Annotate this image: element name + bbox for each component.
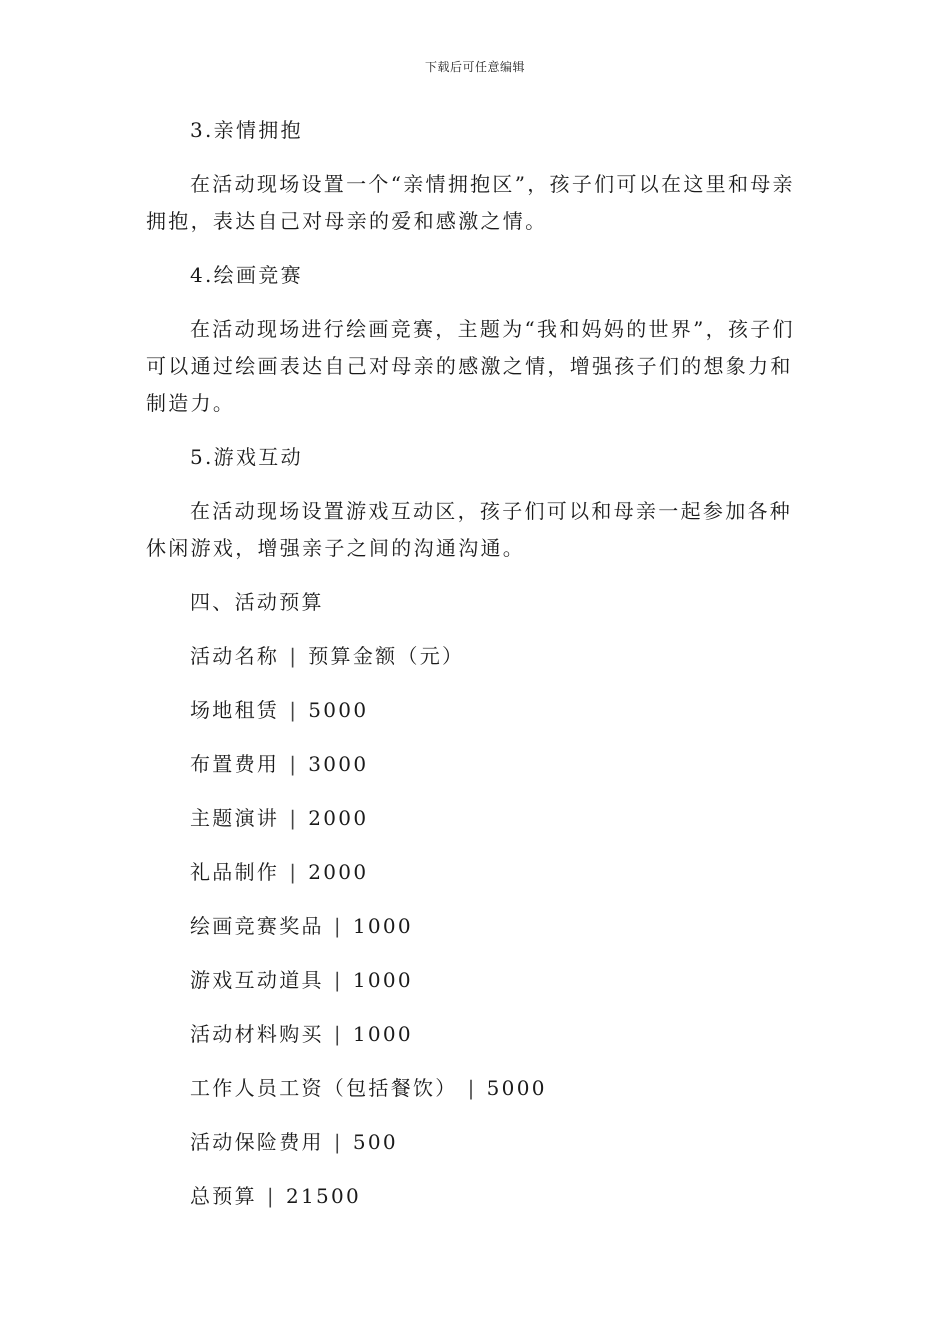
budget-amount: 5000: [486, 1076, 547, 1100]
section-body-hug: 在活动现场设置一个“亲情拥抱区”，孩子们可以在这里和母亲拥抱，表达自己对母亲的爱和感激之情。: [146, 172, 795, 233]
budget-row: [146, 692, 796, 729]
budget-amount: 1000: [352, 1022, 413, 1046]
budget-separator: |: [289, 806, 299, 830]
budget-amount: 2000: [308, 806, 369, 830]
budget-row: [146, 1124, 796, 1161]
budget-amount: 预算金额（元）: [308, 644, 465, 668]
section-body-drawing: 在活动现场进行绘画竞赛，主题为“我和妈妈的世界”，孩子们可以通过绘画表达自己对母亲的感激之情，增强孩子们的想象力和制造力。: [146, 317, 795, 415]
budget-amount: 3000: [308, 752, 369, 776]
budget-item: 活动保险费用: [190, 1130, 324, 1154]
budget-separator: |: [266, 1184, 276, 1208]
budget-separator: |: [333, 1130, 343, 1154]
budget-separator: |: [333, 1022, 343, 1046]
budget-row: [146, 854, 796, 891]
budget-row: [146, 746, 796, 783]
budget-item: 布置费用: [190, 752, 280, 776]
section-heading-hug: 3.亲情拥抱: [190, 118, 303, 142]
budget-amount: 21500: [285, 1184, 362, 1208]
budget-amount: 2000: [308, 860, 369, 884]
budget-item: 活动名称: [190, 644, 280, 668]
budget-item: 主题演讲: [190, 806, 280, 830]
budget-item: 总预算: [190, 1184, 257, 1208]
budget-item: 绘画竞赛奖品: [190, 914, 324, 938]
budget-separator: |: [289, 860, 299, 884]
budget-total-row: [146, 1178, 796, 1215]
page-header: 下载后可任意编辑: [424, 60, 525, 74]
budget-item: 活动材料购买: [190, 1022, 324, 1046]
budget-row: [146, 800, 796, 837]
budget-amount: 1000: [352, 914, 413, 938]
budget-separator: |: [333, 914, 343, 938]
budget-separator: |: [289, 644, 299, 668]
budget-item: 工作人员工资（包括餐饮）: [190, 1076, 458, 1100]
budget-separator: |: [333, 968, 343, 992]
budget-amount: 1000: [352, 968, 413, 992]
budget-row: [146, 1070, 796, 1107]
budget-row: [146, 962, 796, 999]
budget-amount: 5000: [308, 698, 369, 722]
budget-separator: |: [289, 752, 299, 776]
budget-amount: 500: [352, 1130, 398, 1154]
section-heading-drawing: 4.绘画竞赛: [190, 263, 303, 287]
section-heading-games: 5.游戏互动: [190, 445, 303, 469]
budget-list: [146, 638, 796, 1215]
document-body: [146, 112, 796, 1215]
budget-row: [146, 908, 796, 945]
budget-item: 场地租赁: [190, 698, 280, 722]
section-body-games: 在活动现场设置游戏互动区，孩子们可以和母亲一起参加各种休闲游戏，增强亲子之间的沟通沟通。: [146, 499, 793, 560]
budget-separator: |: [467, 1076, 477, 1100]
budget-separator: |: [289, 698, 299, 722]
budget-heading: 四、活动预算: [190, 590, 324, 614]
budget-row: [146, 638, 796, 675]
budget-item: 游戏互动道具: [190, 968, 324, 992]
budget-item: 礼品制作: [190, 860, 280, 884]
budget-row: [146, 1016, 796, 1053]
